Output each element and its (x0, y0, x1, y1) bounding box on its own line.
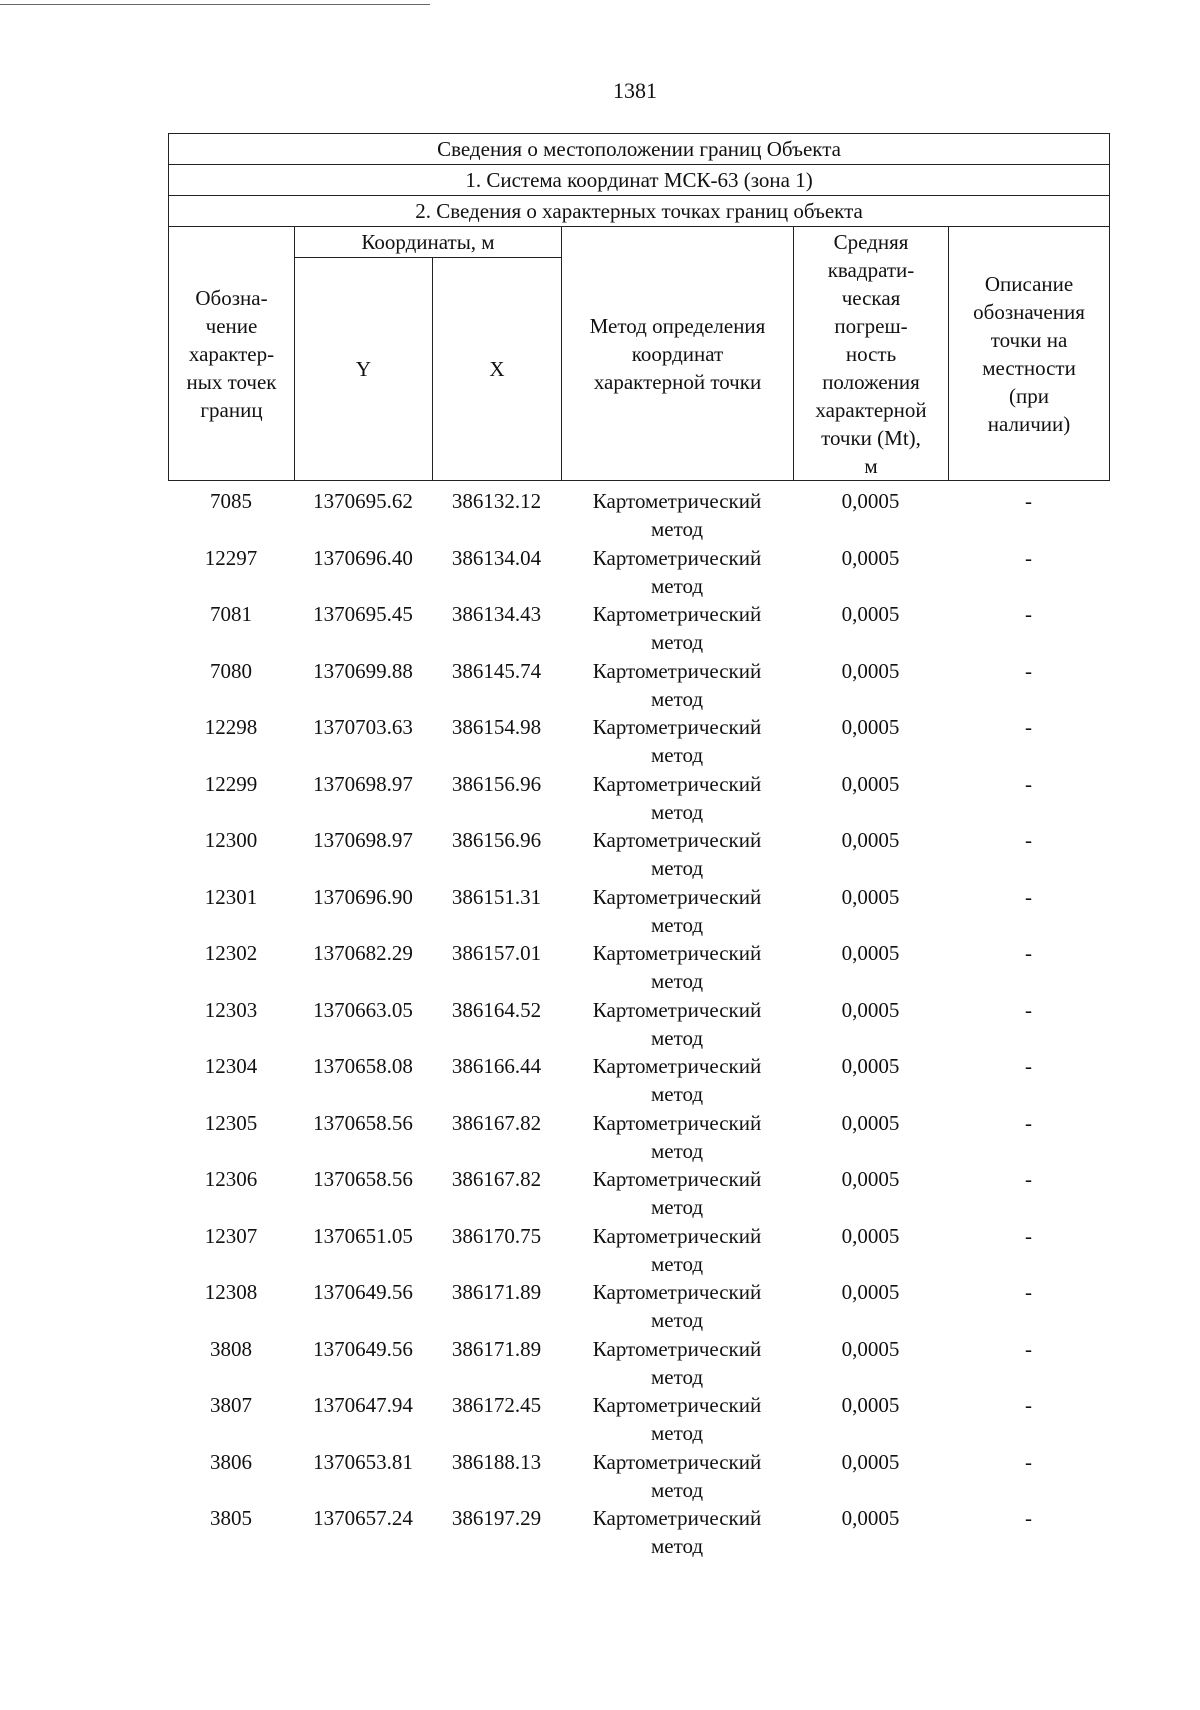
cell-y: 1370657.24 (313, 1506, 413, 1530)
cell-y: 1370698.97 (313, 828, 413, 852)
cell-description: - (1025, 1167, 1032, 1191)
cell-y: 1370658.56 (313, 1167, 413, 1191)
header-point-designation: Обозна- чение характер- ных точек границ (169, 227, 295, 481)
table-row (168, 1391, 1109, 1448)
cell-error: 0,0005 (841, 884, 900, 909)
cell-y: 1370651.05 (313, 1223, 413, 1248)
cell-description: - (1025, 545, 1032, 570)
cell-error: 0,0005 (841, 941, 900, 965)
cell-point: 12304 (204, 1054, 258, 1078)
cell-description: - (1025, 1280, 1032, 1304)
cell-y: 1370649.56 (313, 1280, 413, 1304)
cell-x: 386171.89 (451, 1280, 542, 1304)
cell-method: Картометрический метод (592, 489, 762, 541)
cell-error: 0,0005 (841, 1167, 900, 1191)
cell-method: Картометрический метод (592, 602, 762, 654)
table-row (168, 939, 1109, 996)
cell-x: 386171.89 (451, 1336, 542, 1361)
cell-method: Картометрический метод (592, 1110, 762, 1163)
cell-description: - (1025, 1110, 1032, 1135)
cell-description: - (1025, 828, 1032, 852)
cell-method: Картометрический метод (592, 1054, 762, 1106)
cell-point: 3806 (210, 1449, 252, 1474)
cell-y: 1370698.97 (313, 771, 413, 796)
cell-method: Картометрический метод (592, 1336, 762, 1389)
cell-x: 386154.98 (451, 715, 542, 739)
cell-method: Картометрический метод (592, 545, 762, 598)
cell-point: 12308 (204, 1280, 258, 1304)
table-row (168, 1052, 1109, 1109)
cell-description: - (1025, 771, 1032, 796)
table-row (168, 1335, 1109, 1392)
table-row (168, 487, 1109, 544)
cell-method: Картометрический метод (592, 771, 762, 824)
cell-point: 12305 (204, 1110, 258, 1135)
header-coordinates: Координаты, м (295, 227, 562, 258)
cell-description: - (1025, 658, 1032, 683)
cell-y: 1370696.40 (313, 545, 413, 570)
cell-x: 386166.44 (451, 1054, 542, 1078)
cell-description: - (1025, 602, 1032, 626)
cell-method: Картометрический метод (592, 658, 762, 711)
cell-x: 386134.43 (451, 602, 542, 626)
table-row (168, 1278, 1109, 1335)
table-row (168, 600, 1109, 657)
cell-point: 12299 (204, 771, 258, 796)
cell-method: Картометрический метод (592, 715, 762, 767)
cell-y: 1370682.29 (313, 941, 413, 965)
cell-x: 386167.82 (451, 1167, 542, 1191)
cell-x: 386156.96 (451, 771, 542, 796)
cell-x: 386164.52 (451, 997, 542, 1022)
cell-point: 12300 (204, 828, 258, 852)
cell-point: 12302 (204, 941, 258, 965)
cell-point: 12306 (204, 1167, 258, 1191)
cell-x: 386167.82 (451, 1110, 542, 1135)
cell-point: 7085 (210, 489, 252, 513)
cell-description: - (1025, 1054, 1032, 1078)
table-row (168, 1222, 1109, 1279)
table-row (168, 826, 1109, 883)
cell-x: 386156.96 (451, 828, 542, 852)
table-row (168, 1109, 1109, 1166)
cell-description: - (1025, 884, 1032, 909)
cell-method: Картометрический метод (592, 1506, 762, 1558)
cell-description: - (1025, 997, 1032, 1022)
cell-x: 386170.75 (451, 1223, 542, 1248)
table-header (168, 133, 1110, 481)
table-row (168, 1448, 1109, 1505)
table-row (168, 713, 1109, 770)
cell-point: 3805 (210, 1506, 252, 1530)
cell-y: 1370649.56 (313, 1336, 413, 1361)
cell-y: 1370695.62 (313, 489, 413, 513)
cell-x: 386151.31 (451, 884, 542, 909)
table-row (168, 883, 1109, 940)
cell-y: 1370696.90 (313, 884, 413, 909)
cell-error: 0,0005 (841, 1280, 900, 1304)
cell-description: - (1025, 1449, 1032, 1474)
table-row (168, 770, 1109, 827)
cell-error: 0,0005 (841, 1449, 900, 1474)
cell-x: 386197.29 (451, 1506, 542, 1530)
table-row (168, 1165, 1109, 1222)
cell-method: Картометрический метод (592, 1393, 762, 1445)
table-row (168, 657, 1109, 714)
cell-description: - (1025, 1506, 1032, 1530)
cell-error: 0,0005 (841, 828, 900, 852)
cell-description: - (1025, 489, 1032, 513)
cell-error: 0,0005 (841, 602, 900, 626)
page-number: 1381 (613, 78, 657, 103)
cell-error: 0,0005 (841, 715, 900, 739)
cell-method: Картометрический метод (592, 1449, 762, 1502)
cell-method: Картометрический метод (592, 1223, 762, 1276)
cell-error: 0,0005 (841, 1393, 900, 1417)
header-y: Y (295, 258, 433, 481)
cell-description: - (1025, 1223, 1032, 1248)
cell-x: 386134.04 (451, 545, 542, 570)
cell-x: 386132.12 (451, 489, 542, 513)
header-point-description: Описание обозначения точки на местности (при наличии) (949, 227, 1110, 481)
section-title: 2. Сведения о характерных точках границ объекта (169, 196, 1110, 227)
cell-method: Картометрический метод (592, 997, 762, 1050)
cell-y: 1370703.63 (313, 715, 413, 739)
cell-y: 1370699.88 (313, 658, 413, 683)
cell-point: 12297 (204, 545, 258, 570)
cell-method: Картометрический метод (592, 828, 762, 880)
header-mean-square-error: Средняя квадрати- ческая погреш- ность положения характерной точки (Mt), м (794, 227, 949, 481)
cell-error: 0,0005 (841, 1336, 900, 1361)
cell-error: 0,0005 (841, 1506, 900, 1530)
cell-method: Картометрический метод (592, 1167, 762, 1219)
table-title: Сведения о местоположении границ Объекта (169, 134, 1110, 165)
table-row (168, 1504, 1109, 1561)
cell-description: - (1025, 715, 1032, 739)
cell-method: Картометрический метод (592, 1280, 762, 1332)
cell-point: 7081 (210, 602, 252, 626)
points-table-body (168, 487, 1109, 1561)
cell-x: 386157.01 (451, 941, 542, 965)
cell-point: 12307 (204, 1223, 258, 1248)
coordinate-system: 1. Система координат МСК-63 (зона 1) (169, 165, 1110, 196)
table-row (168, 996, 1109, 1053)
cell-y: 1370695.45 (313, 602, 413, 626)
cell-error: 0,0005 (841, 771, 900, 796)
cell-error: 0,0005 (841, 489, 900, 513)
cell-description: - (1025, 1393, 1032, 1417)
cell-point: 3808 (210, 1336, 252, 1361)
cell-error: 0,0005 (841, 658, 900, 683)
cell-x: 386188.13 (451, 1449, 542, 1474)
cell-point: 12298 (204, 715, 258, 739)
cell-method: Картометрический метод (592, 884, 762, 937)
header-x: X (433, 258, 562, 481)
cell-y: 1370663.05 (313, 997, 413, 1022)
cell-point: 12303 (204, 997, 258, 1022)
cell-x: 386172.45 (451, 1393, 542, 1417)
cell-error: 0,0005 (841, 1110, 900, 1135)
cell-description: - (1025, 941, 1032, 965)
cell-point: 3807 (210, 1393, 252, 1417)
scan-top-rule (0, 4, 430, 5)
cell-y: 1370658.56 (313, 1110, 413, 1135)
cell-error: 0,0005 (841, 545, 900, 570)
cell-y: 1370647.94 (313, 1393, 413, 1417)
cell-y: 1370658.08 (313, 1054, 413, 1078)
cell-point: 7080 (210, 658, 252, 683)
cell-y: 1370653.81 (313, 1449, 413, 1474)
header-method: Метод определения координат характерной точки (562, 227, 794, 481)
cell-method: Картометрический метод (592, 941, 762, 993)
cell-error: 0,0005 (841, 1054, 900, 1078)
cell-description: - (1025, 1336, 1032, 1361)
cell-point: 12301 (204, 884, 258, 909)
table-row (168, 544, 1109, 601)
cell-error: 0,0005 (841, 1223, 900, 1248)
points-table (168, 487, 1109, 1561)
cell-x: 386145.74 (451, 658, 542, 683)
cell-error: 0,0005 (841, 997, 900, 1022)
